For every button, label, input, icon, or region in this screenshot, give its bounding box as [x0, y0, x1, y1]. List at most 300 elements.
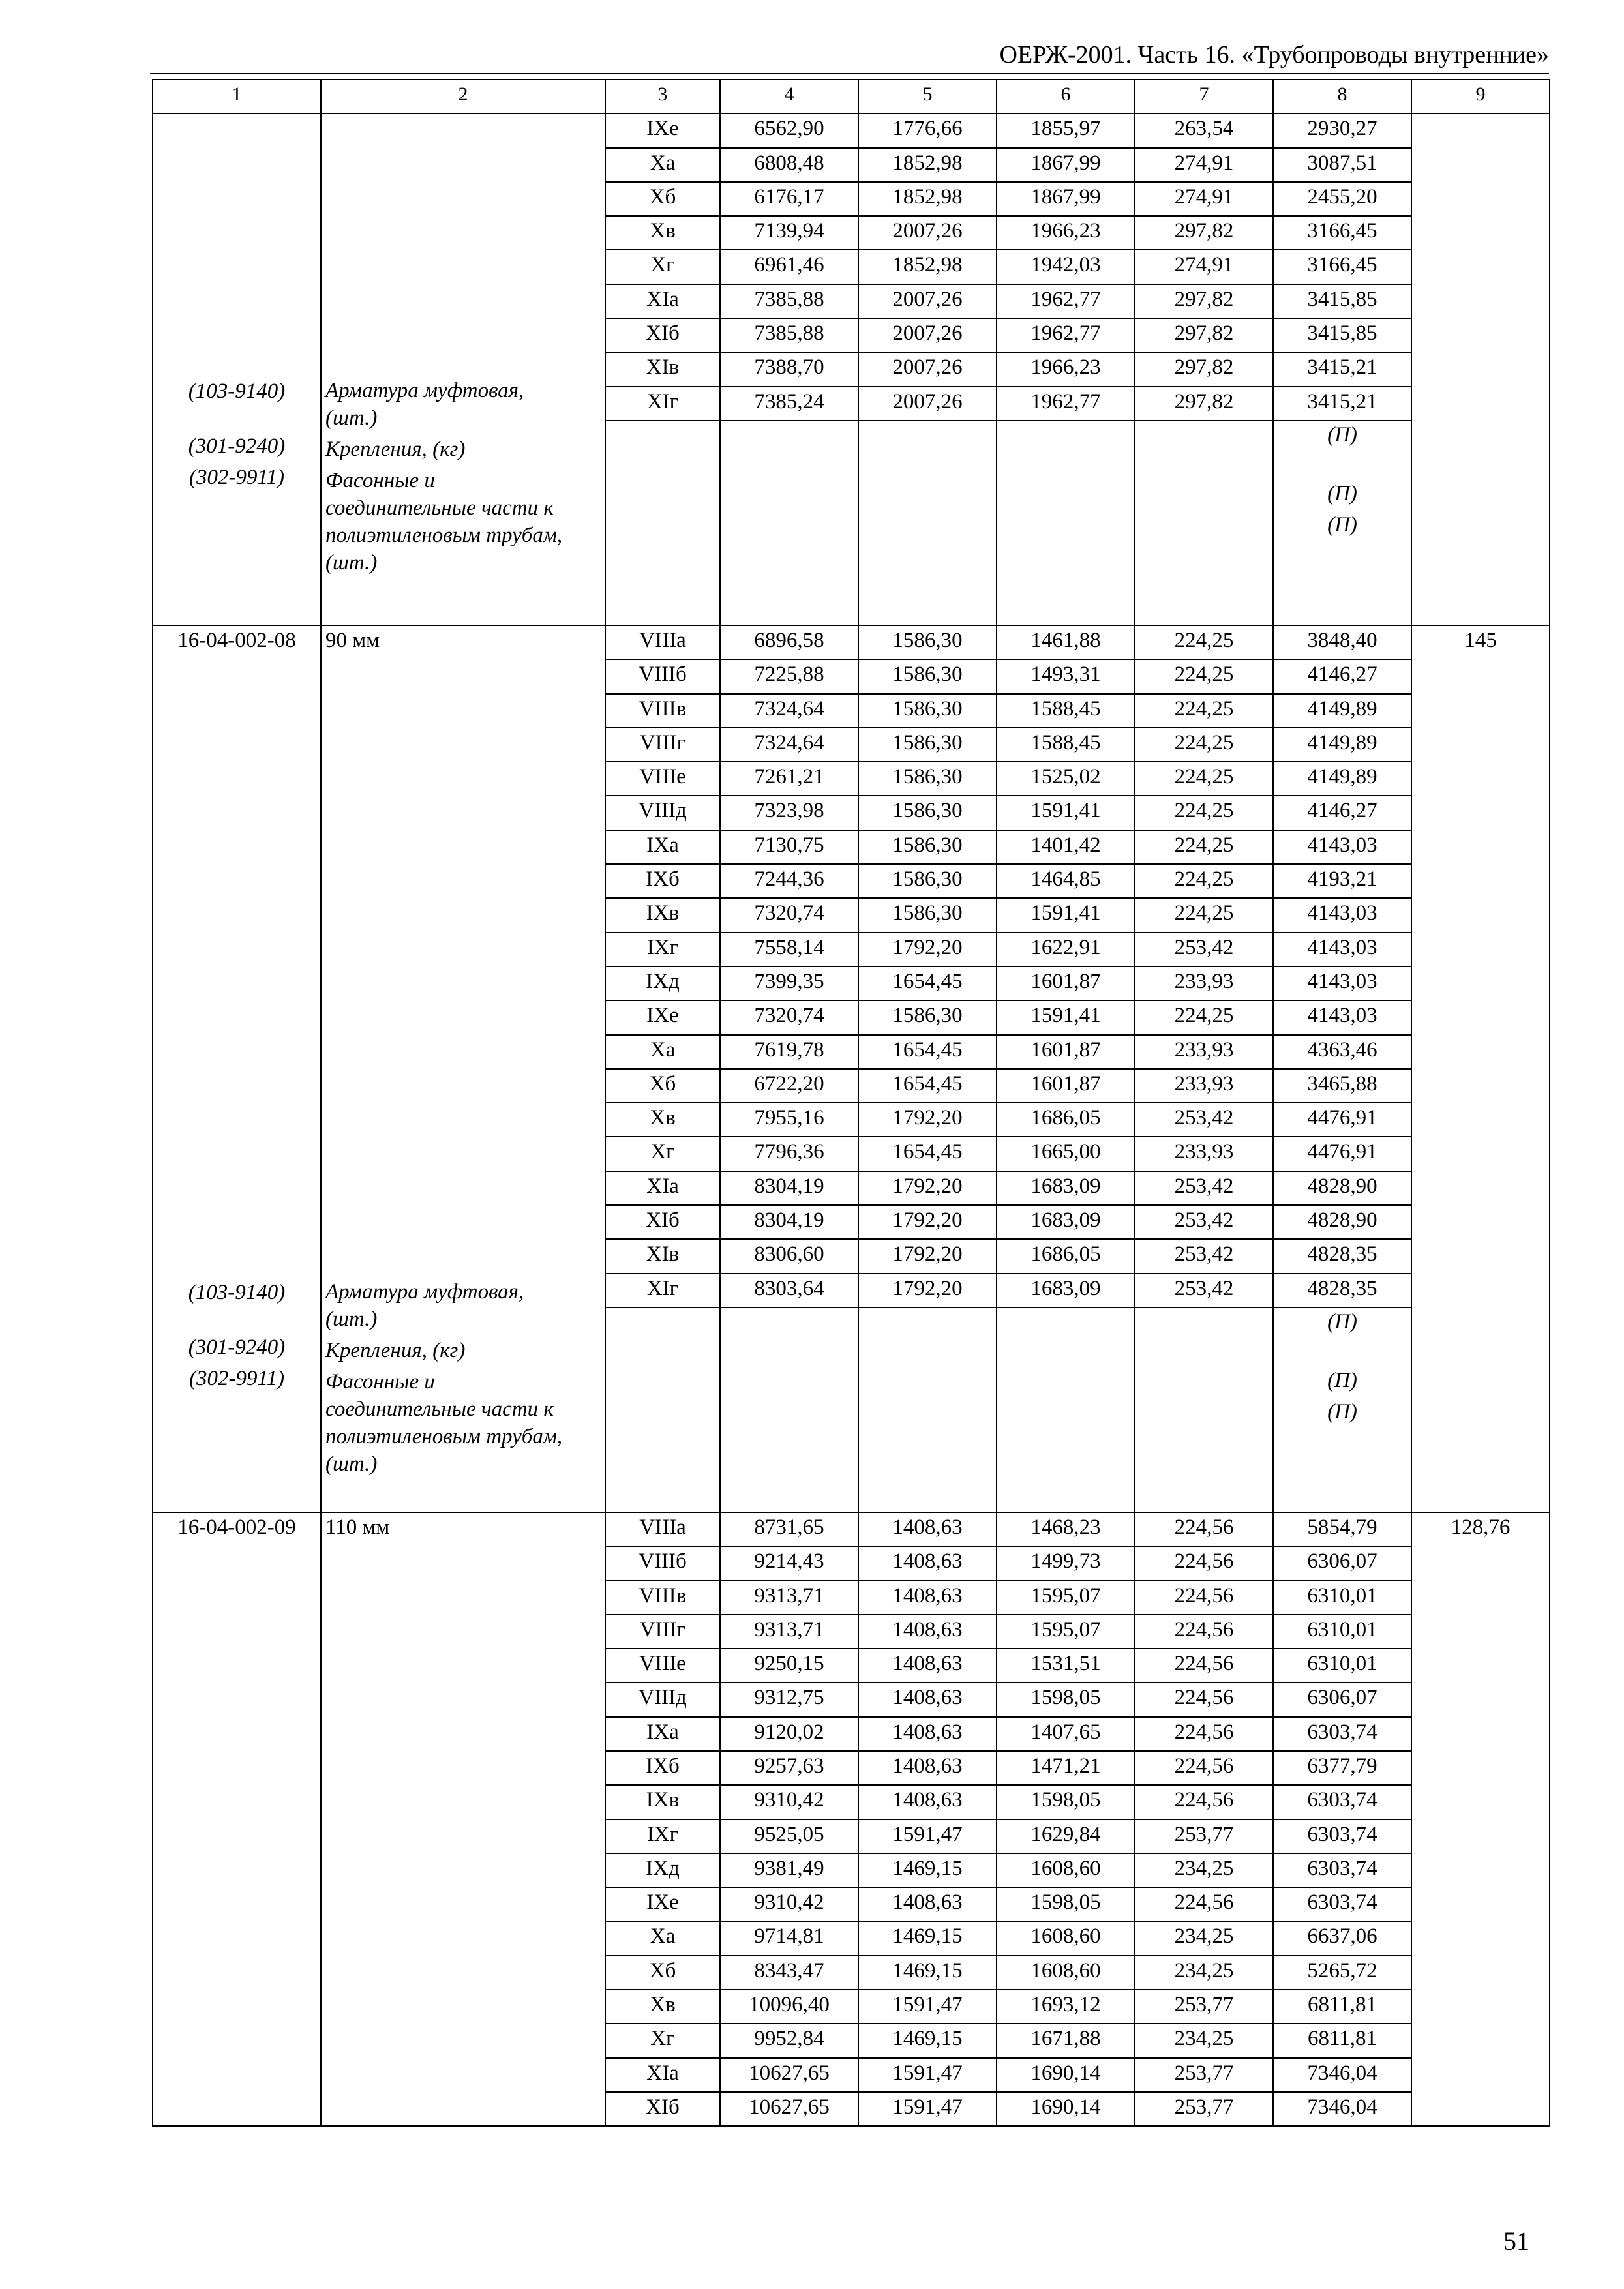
value-cell: 274,91 — [1135, 250, 1273, 284]
value-cell: IXа — [605, 1717, 720, 1751]
value-cell: 4476,91 — [1273, 1137, 1411, 1171]
empty-cell — [720, 1367, 858, 1398]
value-cell: IXе — [605, 113, 720, 147]
value-cell: 9312,75 — [720, 1683, 858, 1716]
material-code: (301-9240) — [188, 1335, 286, 1359]
value-cell: IXг — [605, 933, 720, 966]
value-cell: 1464,85 — [997, 864, 1135, 898]
material-name-line: (шт.) — [325, 550, 378, 575]
value-cell: 3415,21 — [1273, 352, 1411, 386]
value-cell: 4149,89 — [1273, 694, 1411, 728]
value-cell: 224,25 — [1135, 1000, 1273, 1034]
value-cell: 3166,45 — [1273, 216, 1411, 250]
empty-cell — [720, 511, 858, 625]
value-cell: 1671,88 — [997, 2024, 1135, 2057]
value-cell: 1586,30 — [858, 864, 997, 898]
section-code: 16-04-002-08 — [177, 628, 296, 652]
code-cell — [153, 1512, 321, 2126]
value-cell: 4149,89 — [1273, 728, 1411, 762]
value-cell: 10627,65 — [720, 2092, 858, 2126]
value-cell: 297,82 — [1135, 318, 1273, 352]
value-cell: IXг — [605, 1819, 720, 1853]
value-cell: 224,25 — [1135, 762, 1273, 796]
value-cell: 2007,26 — [858, 216, 997, 250]
value-cell: 1792,20 — [858, 1103, 997, 1137]
value-cell: 1586,30 — [858, 625, 997, 659]
material-name-line: Крепления, (кг) — [325, 437, 466, 461]
material-mark: (П) — [1273, 421, 1411, 480]
value-cell: 297,82 — [1135, 284, 1273, 318]
value-cell: 1665,00 — [997, 1137, 1135, 1171]
value-cell: 4143,03 — [1273, 830, 1411, 864]
column-number: 1 — [153, 80, 321, 113]
value-cell: 253,77 — [1135, 1819, 1273, 1853]
column-number-row — [153, 80, 1550, 113]
table-row — [153, 625, 1550, 659]
value-cell: 1942,03 — [997, 250, 1135, 284]
value-cell: 297,82 — [1135, 216, 1273, 250]
value-cell: 2455,20 — [1273, 182, 1411, 216]
empty-cell — [720, 1398, 858, 1512]
value-cell: VIIIа — [605, 1512, 720, 1546]
value-cell: 9310,42 — [720, 1785, 858, 1819]
name-cell — [321, 113, 605, 625]
value-cell: 7385,88 — [720, 284, 858, 318]
value-cell: 6808,48 — [720, 148, 858, 182]
value-cell: 1586,30 — [858, 1000, 997, 1034]
value-cell: 6303,74 — [1273, 1785, 1411, 1819]
value-cell: VIIIв — [605, 1581, 720, 1615]
value-cell: XIб — [605, 1205, 720, 1239]
value-cell: 4143,03 — [1273, 933, 1411, 966]
value-cell: 234,25 — [1135, 2024, 1273, 2057]
value-cell: 6303,74 — [1273, 1887, 1411, 1921]
value-cell: 1586,30 — [858, 728, 997, 762]
value-cell: 9214,43 — [720, 1546, 858, 1580]
value-cell: 1471,21 — [997, 1751, 1135, 1785]
value-cell: 1608,60 — [997, 1853, 1135, 1887]
value-cell: 6811,81 — [1273, 1990, 1411, 2024]
empty-cell — [858, 1398, 997, 1512]
value-cell: IXб — [605, 1751, 720, 1785]
value-cell: 1461,88 — [997, 625, 1135, 659]
section-name: 90 мм — [325, 628, 380, 652]
value-cell: 4193,21 — [1273, 864, 1411, 898]
value-cell: 224,25 — [1135, 830, 1273, 864]
value-cell: 1852,98 — [858, 250, 997, 284]
value-cell: 1531,51 — [997, 1649, 1135, 1683]
empty-cell — [1135, 1367, 1273, 1398]
value-cell: Xг — [605, 1137, 720, 1171]
value-cell: 1595,07 — [997, 1581, 1135, 1615]
value-cell: 7385,24 — [720, 387, 858, 421]
value-cell: 253,42 — [1135, 1103, 1273, 1137]
value-cell: 253,42 — [1135, 1239, 1273, 1273]
value-cell: 7225,88 — [720, 659, 858, 693]
value-cell: 1586,30 — [858, 762, 997, 796]
value-cell: 4828,90 — [1273, 1205, 1411, 1239]
value-cell: 1591,47 — [858, 2058, 997, 2092]
value-cell: Xа — [605, 1035, 720, 1069]
value-cell: 7796,36 — [720, 1137, 858, 1171]
value-cell: 6722,20 — [720, 1069, 858, 1103]
empty-cell — [997, 1308, 1135, 1367]
value-cell: Xа — [605, 1921, 720, 1955]
value-cell: 224,56 — [1135, 1887, 1273, 1921]
value-cell: 7385,88 — [720, 318, 858, 352]
value-cell: 1792,20 — [858, 1274, 997, 1308]
value-cell: 1408,63 — [858, 1546, 997, 1580]
empty-cell — [605, 1308, 720, 1367]
value-cell: 8306,60 — [720, 1239, 858, 1273]
value-cell: 6310,01 — [1273, 1615, 1411, 1649]
value-cell: 7619,78 — [720, 1035, 858, 1069]
value-cell: 1591,41 — [997, 1000, 1135, 1034]
value-cell: 253,42 — [1135, 1274, 1273, 1308]
table-row — [153, 1512, 1550, 1546]
material-name-line: Арматура муфтовая, — [325, 1279, 524, 1304]
value-cell: VIIIг — [605, 1615, 720, 1649]
value-cell: 224,56 — [1135, 1683, 1273, 1716]
value-cell: XIг — [605, 387, 720, 421]
material-mark: (П) — [1273, 511, 1411, 625]
material-name-line: полиэтиленовым трубам, — [325, 523, 563, 547]
section-col9: 128,76 — [1451, 1515, 1511, 1539]
header-rule — [150, 73, 1549, 74]
value-cell: 7139,94 — [720, 216, 858, 250]
value-cell: 9120,02 — [720, 1717, 858, 1751]
value-cell: 1408,63 — [858, 1751, 997, 1785]
value-cell: 8731,65 — [720, 1512, 858, 1546]
value-cell: 234,25 — [1135, 1853, 1273, 1887]
value-cell: 1586,30 — [858, 796, 997, 830]
material-name — [325, 436, 601, 463]
value-cell: 1591,47 — [858, 2092, 997, 2126]
material-mark: (П) — [1273, 1308, 1411, 1367]
name-cell — [321, 1512, 605, 2126]
empty-cell — [1135, 511, 1273, 625]
value-cell: 224,25 — [1135, 796, 1273, 830]
value-cell: 3415,21 — [1273, 387, 1411, 421]
col9-cell — [1411, 625, 1550, 1512]
value-cell: 4146,27 — [1273, 796, 1411, 830]
table-row — [153, 113, 1550, 147]
material-mark: (П) — [1273, 480, 1411, 511]
value-cell: 1654,45 — [858, 966, 997, 1000]
value-cell: 7324,64 — [720, 694, 858, 728]
empty-cell — [1135, 1398, 1273, 1512]
material-code: (103-9140) — [188, 379, 286, 403]
page-number: 51 — [1503, 2226, 1529, 2256]
value-cell: 1629,84 — [997, 1819, 1135, 1853]
value-cell: 1654,45 — [858, 1069, 997, 1103]
value-cell: 1690,14 — [997, 2092, 1135, 2126]
value-cell: VIIIв — [605, 694, 720, 728]
value-cell: 1591,47 — [858, 1819, 997, 1853]
value-cell: 224,56 — [1135, 1785, 1273, 1819]
value-cell: 2930,27 — [1273, 113, 1411, 147]
value-cell: 274,91 — [1135, 182, 1273, 216]
column-number: 4 — [720, 80, 858, 113]
material-mark: (П) — [1273, 1398, 1411, 1512]
value-cell: 1598,05 — [997, 1683, 1135, 1716]
value-cell: 1690,14 — [997, 2058, 1135, 2092]
material-name-line: Фасонные и — [325, 468, 435, 492]
material-name-line: Фасонные и — [325, 1369, 435, 1394]
value-cell: 4828,35 — [1273, 1274, 1411, 1308]
value-cell: 1686,05 — [997, 1239, 1135, 1273]
empty-cell — [1135, 480, 1273, 511]
value-cell: 2007,26 — [858, 352, 997, 386]
column-number: 7 — [1135, 80, 1273, 113]
value-cell: 4363,46 — [1273, 1035, 1411, 1069]
value-cell: 1591,47 — [858, 1990, 997, 2024]
value-cell: 1586,30 — [858, 694, 997, 728]
value-cell: VIIIе — [605, 1649, 720, 1683]
value-cell: 1469,15 — [858, 1956, 997, 1990]
value-cell: 6896,58 — [720, 625, 858, 659]
value-cell: 3848,40 — [1273, 625, 1411, 659]
value-cell: 7955,16 — [720, 1103, 858, 1137]
value-cell: 1792,20 — [858, 933, 997, 966]
empty-cell — [997, 480, 1135, 511]
value-cell: 1595,07 — [997, 1615, 1135, 1649]
value-cell: 224,25 — [1135, 659, 1273, 693]
value-cell: 6961,46 — [720, 250, 858, 284]
value-cell: 1686,05 — [997, 1103, 1135, 1137]
value-cell: Xв — [605, 216, 720, 250]
value-cell: 7323,98 — [720, 796, 858, 830]
value-cell: 1586,30 — [858, 830, 997, 864]
value-cell: 1693,12 — [997, 1990, 1135, 2024]
value-cell: 4149,89 — [1273, 762, 1411, 796]
value-cell: 224,25 — [1135, 898, 1273, 932]
value-cell: 1608,60 — [997, 1921, 1135, 1955]
value-cell: 7130,75 — [720, 830, 858, 864]
value-cell: 1401,42 — [997, 830, 1135, 864]
value-cell: XIв — [605, 352, 720, 386]
value-cell: 6306,07 — [1273, 1546, 1411, 1580]
material-name-line: (шт.) — [325, 1307, 378, 1331]
value-cell: 263,54 — [1135, 113, 1273, 147]
value-cell: 1588,45 — [997, 694, 1135, 728]
section-code: 16-04-002-09 — [177, 1515, 296, 1539]
value-cell: IXв — [605, 898, 720, 932]
value-cell: 7261,21 — [720, 762, 858, 796]
value-cell: 9714,81 — [720, 1921, 858, 1955]
value-cell: 1408,63 — [858, 1581, 997, 1615]
value-cell: 1469,15 — [858, 2024, 997, 2057]
value-cell: 9313,71 — [720, 1615, 858, 1649]
value-cell: 1591,41 — [997, 796, 1135, 830]
value-cell: 4143,03 — [1273, 1000, 1411, 1034]
empty-cell — [605, 1398, 720, 1512]
empty-cell — [1135, 1308, 1273, 1367]
value-cell: 224,56 — [1135, 1751, 1273, 1785]
column-number: 9 — [1411, 80, 1550, 113]
empty-cell — [858, 1308, 997, 1367]
value-cell: 1962,77 — [997, 387, 1135, 421]
material-name-line: (шт.) — [325, 406, 378, 430]
value-cell: 233,93 — [1135, 1069, 1273, 1103]
value-cell: 6377,79 — [1273, 1751, 1411, 1785]
value-cell: VIIIе — [605, 762, 720, 796]
value-cell: 297,82 — [1135, 387, 1273, 421]
empty-cell — [997, 511, 1135, 625]
value-cell: 224,25 — [1135, 864, 1273, 898]
value-cell: IXд — [605, 1853, 720, 1887]
value-cell: 224,56 — [1135, 1512, 1273, 1546]
value-cell: 1601,87 — [997, 1035, 1135, 1069]
value-cell: 224,56 — [1135, 1546, 1273, 1580]
value-cell: Xв — [605, 1103, 720, 1137]
material-code: (103-9140) — [188, 1280, 286, 1304]
value-cell: 224,56 — [1135, 1649, 1273, 1683]
value-cell: 7320,74 — [720, 898, 858, 932]
value-cell: 233,93 — [1135, 1137, 1273, 1171]
value-cell: 1469,15 — [858, 1921, 997, 1955]
empty-cell — [858, 1367, 997, 1398]
value-cell: 1586,30 — [858, 898, 997, 932]
material-name — [325, 1278, 601, 1333]
value-cell: 10096,40 — [720, 1990, 858, 2024]
value-cell: 8303,64 — [720, 1274, 858, 1308]
value-cell: 1867,99 — [997, 182, 1135, 216]
value-cell: 4828,90 — [1273, 1171, 1411, 1205]
value-cell: 1586,30 — [858, 659, 997, 693]
value-cell: 7244,36 — [720, 864, 858, 898]
value-cell: 224,56 — [1135, 1717, 1273, 1751]
value-cell: 1408,63 — [858, 1649, 997, 1683]
value-cell: 6303,74 — [1273, 1717, 1411, 1751]
value-cell: 1469,15 — [858, 1853, 997, 1887]
value-cell: 1683,09 — [997, 1171, 1135, 1205]
column-number: 6 — [997, 80, 1135, 113]
empty-cell — [997, 1398, 1135, 1512]
value-cell: 1525,02 — [997, 762, 1135, 796]
empty-cell — [605, 480, 720, 511]
value-cell: 9525,05 — [720, 1819, 858, 1853]
value-cell: 1867,99 — [997, 148, 1135, 182]
value-cell: 253,77 — [1135, 2058, 1273, 2092]
value-cell: VIIIд — [605, 1683, 720, 1716]
value-cell: 9381,49 — [720, 1853, 858, 1887]
value-cell: 233,93 — [1135, 1035, 1273, 1069]
value-cell: 6306,07 — [1273, 1683, 1411, 1716]
value-cell: 7388,70 — [720, 352, 858, 386]
value-cell: 1654,45 — [858, 1035, 997, 1069]
value-cell: 6176,17 — [720, 182, 858, 216]
value-cell: 3415,85 — [1273, 284, 1411, 318]
value-cell: 1776,66 — [858, 113, 997, 147]
material-name-line: соединительные части к — [325, 1397, 554, 1421]
value-cell: IXв — [605, 1785, 720, 1819]
value-cell: 224,25 — [1135, 625, 1273, 659]
name-cell — [321, 625, 605, 1512]
value-cell: 1408,63 — [858, 1785, 997, 1819]
value-cell: 7346,04 — [1273, 2058, 1411, 2092]
value-cell: 9952,84 — [720, 2024, 858, 2057]
value-cell: XIг — [605, 1274, 720, 1308]
value-cell: IXд — [605, 966, 720, 1000]
value-cell: Xа — [605, 148, 720, 182]
value-cell: 7399,35 — [720, 966, 858, 1000]
value-cell: 224,56 — [1135, 1581, 1273, 1615]
value-cell: 1601,87 — [997, 966, 1135, 1000]
value-cell: 3166,45 — [1273, 250, 1411, 284]
value-cell: 1598,05 — [997, 1887, 1135, 1921]
value-cell: 1792,20 — [858, 1239, 997, 1273]
material-name — [325, 1368, 601, 1478]
value-cell: 9257,63 — [720, 1751, 858, 1785]
material-name — [325, 467, 601, 576]
material-name-line: Арматура муфтовая, — [325, 378, 524, 402]
material-name-line: соединительные части к — [325, 496, 554, 520]
value-cell: 7346,04 — [1273, 2092, 1411, 2126]
value-cell: VIIIа — [605, 625, 720, 659]
value-cell: 6303,74 — [1273, 1853, 1411, 1887]
value-cell: 6811,81 — [1273, 2024, 1411, 2057]
value-cell: IXб — [605, 864, 720, 898]
value-cell: 6303,74 — [1273, 1819, 1411, 1853]
value-cell: 1855,97 — [997, 113, 1135, 147]
value-cell: 253,42 — [1135, 1171, 1273, 1205]
value-cell: 6562,90 — [720, 113, 858, 147]
value-cell: 253,77 — [1135, 1990, 1273, 2024]
value-cell: 2007,26 — [858, 318, 997, 352]
value-cell: 1499,73 — [997, 1546, 1135, 1580]
value-cell: Xб — [605, 182, 720, 216]
value-cell: 253,42 — [1135, 1205, 1273, 1239]
value-cell: 1493,31 — [997, 659, 1135, 693]
value-cell: XIб — [605, 2092, 720, 2126]
value-cell: 1622,91 — [997, 933, 1135, 966]
value-cell: 1608,60 — [997, 1956, 1135, 1990]
empty-cell — [1135, 421, 1273, 480]
material-name — [325, 1337, 601, 1364]
value-cell: 1408,63 — [858, 1615, 997, 1649]
value-cell: 9310,42 — [720, 1887, 858, 1921]
value-cell: 2007,26 — [858, 387, 997, 421]
value-cell: 1962,77 — [997, 284, 1135, 318]
empty-cell — [605, 511, 720, 625]
value-cell: VIIIб — [605, 1546, 720, 1580]
value-cell: 297,82 — [1135, 352, 1273, 386]
value-cell: 253,77 — [1135, 2092, 1273, 2126]
value-cell: 8304,19 — [720, 1171, 858, 1205]
value-cell: 2007,26 — [858, 284, 997, 318]
value-cell: XIа — [605, 284, 720, 318]
value-cell: 224,25 — [1135, 728, 1273, 762]
column-number: 8 — [1273, 80, 1411, 113]
section-name: 110 мм — [325, 1515, 390, 1539]
value-cell: Xб — [605, 1069, 720, 1103]
column-number: 3 — [605, 80, 720, 113]
value-cell: 1591,41 — [997, 898, 1135, 932]
material-name-line: (шт.) — [325, 1452, 378, 1476]
material-name — [325, 377, 601, 432]
col9-cell — [1411, 1512, 1550, 2126]
value-cell: 253,42 — [1135, 933, 1273, 966]
col9-cell — [1411, 113, 1550, 625]
empty-cell — [720, 480, 858, 511]
value-cell: 6310,01 — [1273, 1581, 1411, 1615]
material-name-line: полиэтиленовым трубам, — [325, 1424, 563, 1448]
section-col9: 145 — [1464, 628, 1497, 652]
value-cell: 1408,63 — [858, 1887, 997, 1921]
value-cell: 274,91 — [1135, 148, 1273, 182]
value-cell: IXе — [605, 1000, 720, 1034]
